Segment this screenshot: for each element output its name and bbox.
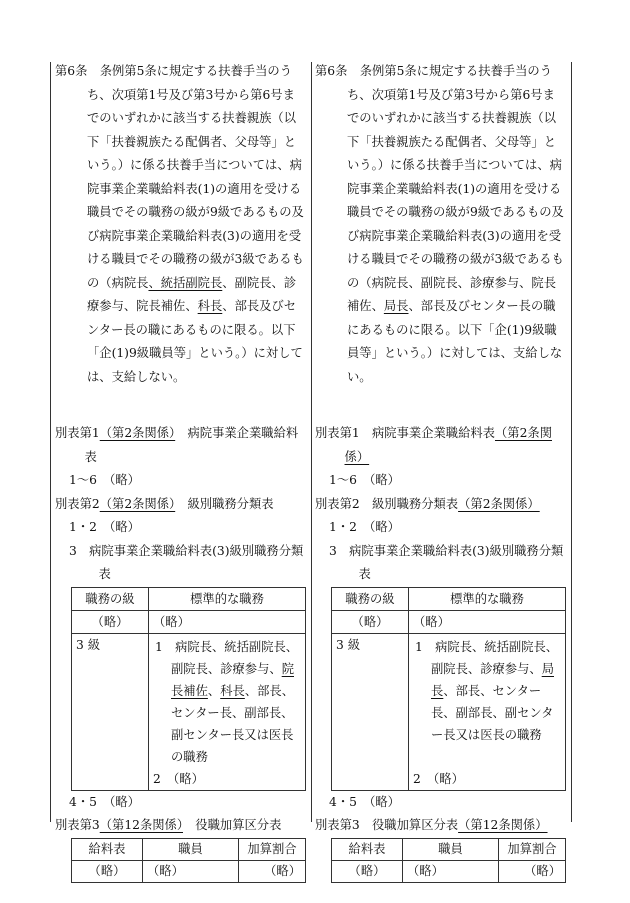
article-6: 第6条 条例第5条に規定する扶養手当のうち、次項第1号及び第3号から第6号までのいずれかに該当する扶養親族（以下「扶養親族たる配偶者、父母等」という。）に係る扶養手当については、病院事業企業職給料表(1)の適用を受ける職員でその職務の級が9級であるもの及び病院事業企業職給料表(3)の適用を受ける職員でその職務の級が3級であるもの（病院長、副院長、診療参与、院長補佐、局長、部長及びセンター長の職にあるものに限る。以下「企(1)9級職員等」という。）に対しては、支給しない。 [315,64,564,384]
standard-duty-1: 1 病院長、統括副院長、副院長、診療参与、院長補佐、科長、部長、センター長、副部長、副センター長又は医長の職務 [155,639,299,764]
standard-duty-2: 2 （略） [153,771,204,786]
appendix-1-item: 1〜6 （略） [329,473,400,487]
underlined-amendment: 科長 [197,299,223,313]
appendix-1-heading: 別表第1 病院事業企業職給料表（第2条関係） [315,426,552,464]
appendix-3-heading: 別表第3 役職加算区分表（第12条関係） [315,818,548,832]
appendix-2-heading: 別表第2 級別職務分類表（第2条関係） [315,496,540,511]
standard-duty-1: 1 病院長、統括副院長、副院長、診療参与、局長、部長、センター長、副部長、副センター長又は医長の職務 [415,639,559,742]
left-border [50,62,51,822]
center-divider [311,62,312,822]
left-column [55,60,307,883]
right-column [315,60,567,883]
underlined-amendment: 、統括副院長 [148,275,223,290]
standard-duty-2: 2 （略） [413,771,464,786]
grade-duty-table: 職務の級 標準的な職務 （略） （略） 3 級 1 病院長、統括副院長、副院長、診療参与、院長補佐、科長、部長、センター長、副部長、副センター長又は医長の職務 2 （略） [71,587,306,791]
appendix-2-item-4-5: 4・5 （略） [69,794,140,809]
article-6: 第6条 条例第5条に規定する扶養手当のうち、次項第1号及び第3号から第6号までのいずれかに該当する扶養親族（以下「扶養親族たる配偶者、父母等」という。）に係る扶養手当については、病院事業企業職給料表(1)の適用を受ける職員でその職務の級が9級であるもの及び病院事業企業職給料表(3)の適用を受ける職員でその職務の級が3級であるもの（病院長、統括副院長、副院長、診療参与、院長補佐、科長、部長及びセンター長の職にあるものに限る。以下「企(1)9級職員等」という。）に対しては、支給しない。 [55,64,304,384]
grade-duty-table: 職務の級 標準的な職務 （略） （略） 3 級 1 病院長、統括副院長、副院長、診療参与、局長、部長、センター長、副部長、副センター長又は医長の職務 2 （略） [331,587,566,791]
underlined-amendment: 局長 [383,299,409,313]
appendix-2-heading: 別表第2（第2条関係） 級別職務分類表 [55,496,274,511]
role-addition-table: 給料表 職員 加算割合 （略） （略） （略） [71,838,306,883]
appendix-3-heading: 別表第3（第12条関係） 役職加算区分表 [55,818,282,832]
appendix-2-item-3: 3 病院事業企業職給料表(3)級別職務分類表 [329,543,564,581]
appendix-2-item-1-2: 1・2 （略） [69,520,140,534]
role-addition-table: 給料表 職員 加算割合 （略） （略） （略） [331,838,566,883]
appendix-1-heading: 別表第1（第2条関係） 病院事業企業職給料表 [55,426,299,464]
appendix-2-item-4-5: 4・5 （略） [329,794,400,809]
appendix-2-item-3: 3 病院事業企業職給料表(3)級別職務分類表 [69,543,304,581]
right-border [571,62,572,822]
appendix-1-item: 1〜6 （略） [69,473,140,487]
appendix-2-item-1-2: 1・2 （略） [329,520,400,534]
